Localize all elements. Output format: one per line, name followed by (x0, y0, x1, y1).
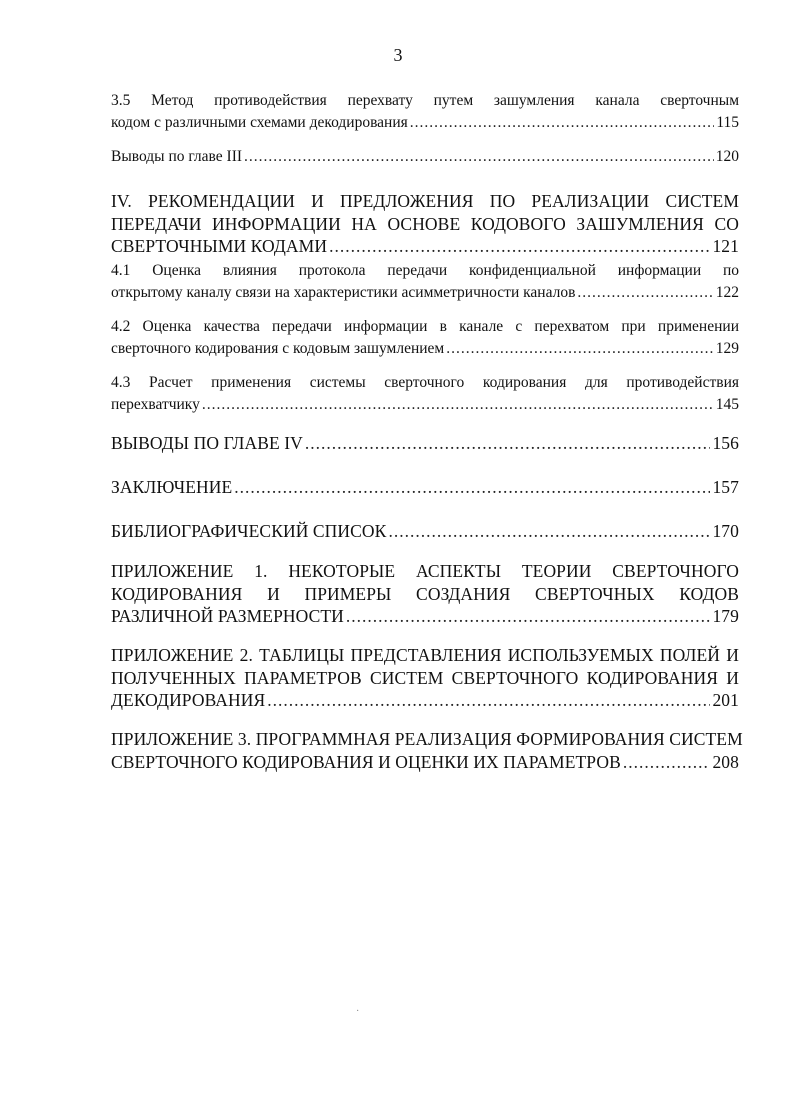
toc-entry[interactable] (111, 316, 739, 360)
toc-entry[interactable] (111, 560, 739, 628)
toc-entry[interactable] (111, 476, 739, 499)
dot-leader (346, 605, 711, 628)
toc-page-number: 122 (715, 284, 739, 301)
toc-entry-line: ПЕРЕДАЧИ ИНФОРМАЦИИ НА ОСНОВЕ КОДОВОГО ЗАШУМЛЕНИЯ СО (111, 213, 739, 234)
dot-leader (446, 338, 714, 360)
page-number: 3 (393, 45, 403, 65)
toc-page-number: 129 (715, 340, 739, 357)
toc-entry-title-end: сверточного кодирования с кодовым зашумлением (111, 340, 445, 357)
toc-entry-last-line (111, 605, 739, 628)
toc-page-number: 121 (712, 236, 739, 256)
toc-page-number: 115 (716, 114, 739, 131)
toc-entry-last-line (111, 476, 739, 499)
toc-entry-last-line (111, 112, 739, 134)
dot-leader (623, 751, 711, 774)
toc-entry-line: 4.2 Оценка качества передачи информации в канале с перехватом при применении (111, 318, 739, 335)
toc-entry-last-line (111, 394, 739, 416)
toc-entry[interactable] (111, 190, 739, 258)
toc-entry-line: 4.3 Расчет применения системы сверточного кодирования для противодействия (111, 374, 739, 391)
toc-entry-last-line (111, 689, 739, 712)
toc-entry-title-end: БИБЛИОГРАФИЧЕСКИЙ СПИСОК (111, 521, 387, 541)
toc-entry[interactable] (111, 520, 739, 543)
toc-page-number: 179 (712, 606, 739, 626)
toc-entry-title-end: перехватчику (111, 396, 200, 413)
toc-page-number: 201 (712, 690, 739, 710)
toc-entry-last-line (111, 751, 739, 774)
dot-leader (388, 520, 710, 543)
toc-entry-last-line (111, 146, 739, 168)
toc-page-number: 208 (712, 751, 739, 772)
toc-page-number: 145 (715, 396, 739, 413)
toc-entry[interactable] (111, 90, 739, 134)
toc-entry-title-end: ДЕКОДИРОВАНИЯ (111, 690, 266, 710)
toc-page-number: 156 (712, 433, 739, 453)
dot-leader (329, 235, 710, 258)
toc-entry-line: 3.5 Метод противодействия перехвату путем зашумления канала сверточным (111, 92, 739, 109)
toc-entry-last-line (111, 282, 739, 304)
dot-leader (202, 394, 714, 416)
toc-entry-title-end: ЗАКЛЮЧЕНИЕ (111, 477, 233, 497)
toc-entry-last-line (111, 235, 739, 258)
toc-entry-line: ПРИЛОЖЕНИЕ 1. НЕКОТОРЫЕ АСПЕКТЫ ТЕОРИИ СВЕРТОЧНОГО (111, 561, 739, 581)
toc-entry-line: КОДИРОВАНИЯ И ПРИМЕРЫ СОЗДАНИЯ СВЕРТОЧНЫХ КОДОВ (111, 583, 739, 604)
toc-entry-title-end: открытому каналу связи на характеристики асимметричности каналов (111, 284, 576, 301)
toc-entry[interactable] (111, 260, 739, 304)
toc-entry-title-end: РАЗЛИЧНОЙ РАЗМЕРНОСТИ (111, 606, 344, 626)
dot-leader (305, 432, 711, 455)
toc-entry-title-end: кодом с различными схемами декодирования (111, 114, 408, 131)
toc-entry-last-line (111, 520, 739, 543)
toc-entry-title-end: СВЕРТОЧНЫМИ КОДАМИ (111, 236, 328, 256)
toc-entry-last-line (111, 338, 739, 360)
toc-entry[interactable] (111, 146, 739, 168)
toc-entry-last-line (111, 432, 739, 455)
toc-entry[interactable] (111, 372, 739, 416)
toc-entry-line: IV. РЕКОМЕНДАЦИИ И ПРЕДЛОЖЕНИЯ ПО РЕАЛИЗАЦИИ СИСТЕМ (111, 191, 739, 211)
scan-mark: ‾ (4, 0, 8, 11)
dot-leader (577, 282, 713, 304)
toc-entry[interactable] (111, 728, 743, 773)
dot-leader (234, 476, 710, 499)
dot-leader (244, 146, 714, 168)
scan-mark: · (356, 1006, 360, 1017)
toc-entry-title-end: Выводы по главе III (111, 148, 243, 165)
toc-entry[interactable] (111, 644, 739, 712)
toc-entry-title-end: ВЫВОДЫ ПО ГЛАВЕ IV (111, 433, 303, 453)
toc-entry-line: ПОЛУЧЕННЫХ ПАРАМЕТРОВ СИСТЕМ СВЕРТОЧНОГО КОДИРОВАНИЯ И (111, 667, 739, 688)
dot-leader (410, 112, 715, 134)
toc-page-number: 157 (712, 477, 739, 497)
toc-page-number: 120 (715, 148, 739, 165)
toc-page-number: 170 (712, 521, 739, 541)
toc-entry[interactable] (111, 432, 739, 455)
toc-entry-line: 4.1 Оценка влияния протокола передачи конфиденциальной информации по (111, 262, 739, 279)
dot-leader (267, 689, 710, 712)
toc-entry-line: ПРИЛОЖЕНИЕ 2. ТАБЛИЦЫ ПРЕДСТАВЛЕНИЯ ИСПОЛЬЗУЕМЫХ ПОЛЕЙ И (111, 645, 739, 665)
toc-entry-line: ПРИЛОЖЕНИЕ 3. ПРОГРАММНАЯ РЕАЛИЗАЦИЯ ФОРМИРОВАНИЯ СИСТЕМ (111, 729, 743, 749)
toc-entry-title-end: СВЕРТОЧНОГО КОДИРОВАНИЯ И ОЦЕНКИ ИХ ПАРАМЕТРОВ (111, 751, 621, 772)
